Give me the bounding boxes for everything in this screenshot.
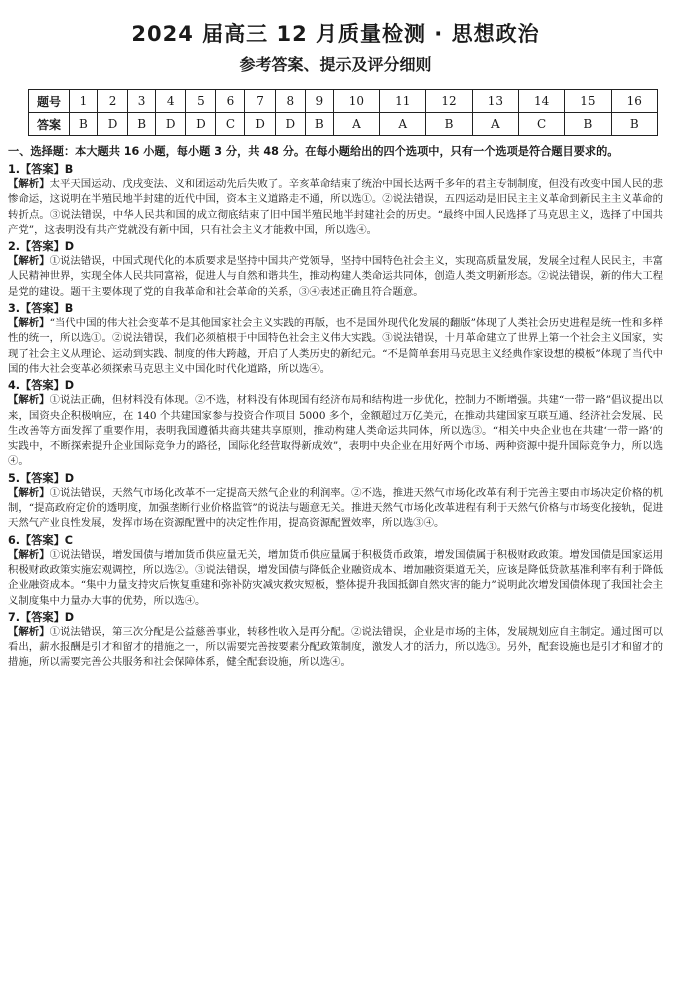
explanation-tag: 【解析】 bbox=[8, 548, 50, 561]
answer-cell: D bbox=[156, 113, 186, 136]
explanation-tag: 【解析】 bbox=[8, 255, 50, 268]
answer-cell: A bbox=[380, 113, 426, 136]
explanation-item bbox=[8, 162, 663, 238]
item-explanation bbox=[8, 548, 663, 609]
explanation-tag: 【解析】 bbox=[8, 178, 50, 190]
row-label-number: 题号 bbox=[29, 90, 70, 113]
answer-cell: D bbox=[245, 113, 275, 136]
question-number-cell: 2 bbox=[97, 90, 127, 113]
explanation-tag: 【解析】 bbox=[8, 625, 50, 638]
answer-cell: B bbox=[70, 113, 98, 136]
answer-cell: A bbox=[472, 113, 518, 136]
page-title: 2024 届高三 12 月质量检测 · 思想政治 bbox=[131, 22, 540, 46]
question-number-cell: 8 bbox=[275, 90, 305, 113]
answer-cell: D bbox=[275, 113, 305, 136]
explanation-item bbox=[8, 301, 663, 377]
item-answer-heading: 2.【答案】D bbox=[8, 240, 75, 254]
question-number-cell: 16 bbox=[611, 90, 657, 113]
answer-cell: B bbox=[611, 113, 657, 136]
answer-cell: B bbox=[565, 113, 611, 136]
page-subtitle: 参考答案、提示及评分细则 bbox=[239, 55, 432, 74]
question-number-row bbox=[29, 90, 658, 113]
explanation-text: ①说法正确，但材料没有体现。②不选，材料没有体现国有经济布局和结构进一步优化，控制力不断增强。共建“一带一路”倡议提出以来，国资央企积极响应，在 140 个共建国家参与投资合作项目 5000 多个，金额超过万亿美元，在推动共建国家互联互通、经济社会发展、民生改善等方面发挥了重要作用，表明我国遵循共商共建共享原则，推动构建人类命运共同体，所以选③。“相关中央企业也在共建‘一带一路’的实践中，不断探索提升企业国际竞争力的路径，国际化经营取得新成效”，表明中央企业在用好两个市场、两种资源中提升国际竞争力，所以选④。 bbox=[8, 394, 663, 468]
explanation-tag: 【解析】 bbox=[8, 486, 50, 499]
question-number-cell: 6 bbox=[216, 90, 245, 113]
question-number-cell: 7 bbox=[245, 90, 275, 113]
item-answer-heading: 6.【答案】C bbox=[8, 533, 73, 547]
item-explanation bbox=[8, 486, 663, 532]
answer-cell: C bbox=[216, 113, 245, 136]
explanation-text: ①说法错误，增发国债与增加货币供应量无关，增加货币供应量属于积极货币政策，增发国债属于积极财政政策。增发国债是国家运用积极财政政策实施宏观调控，所以选②。③说法错误，增发国债与降低企业融资成本、增加融资渠道无关，应该是降低贷款基准利率有利于降低企业融资成本。“集中力量支持灾后恢复重建和弥补防灾减灾救灾短板，整体提升我国抵御自然灾害的能力”说明此次增发国债体现了我国社会主义制度集中力量办大事的优势，所以选④。 bbox=[8, 548, 663, 607]
question-number-cell: 15 bbox=[565, 90, 611, 113]
explanation-item bbox=[8, 239, 663, 300]
item-explanation bbox=[8, 625, 663, 671]
question-number-cell: 1 bbox=[70, 90, 98, 113]
item-explanation bbox=[8, 254, 663, 300]
answer-cell: A bbox=[333, 113, 379, 136]
question-number-cell: 13 bbox=[472, 90, 518, 113]
explanation-text: “当代中国的伟大社会变革不是其他国家社会主义实践的再版，也不是国外现代化发展的翻版”体现了人类社会历史进程是统一性和多样性的统一，所以选①。②说法错误，我们必须植根于中国特色社会主义伟大实践。③说法错误，十月革命建立了世界上第一个社会主义国家，实现了社会主义从理论、运动到实践、制度的伟大跨越，开启了人类历史的新纪元。“不是简单套用马克思主义经典作家设想的模板”体现了当代中国的伟大社会变革必须探索马克思主义中国化时代化道路，所以选④。 bbox=[8, 317, 663, 375]
row-label-answer: 答案 bbox=[29, 113, 70, 136]
explanation-text: ①说法错误，第三次分配是公益慈善事业，转移性收入是再分配。②说法错误，企业是市场的主体，发展规划应自主制定。通过图可以看出，薪水报酬是引才和留才的措施之一，所以需要完善按要素分配政策制度，激发人才的活力，所以选③。另外，配套设施也是引才和留才的措施，所以需要完善公共服务和社会保障体系，健全配套设施，所以选④。 bbox=[8, 625, 663, 669]
question-number-cell: 11 bbox=[380, 90, 426, 113]
item-answer-heading: 1.【答案】B bbox=[8, 163, 74, 176]
question-number-cell: 5 bbox=[186, 90, 216, 113]
item-answer-heading: 5.【答案】D bbox=[8, 471, 75, 485]
item-answer-heading: 4.【答案】D bbox=[8, 379, 75, 393]
answer-cell: B bbox=[128, 113, 156, 136]
explanation-tag: 【解析】 bbox=[8, 394, 50, 407]
answer-cell: B bbox=[426, 113, 472, 136]
answer-cell: B bbox=[305, 113, 333, 136]
question-number-cell: 3 bbox=[128, 90, 156, 113]
explanation-tag: 【解析】 bbox=[8, 317, 50, 330]
explanation-item bbox=[8, 471, 663, 532]
explanation-text: 太平天国运动、戊戌变法、义和团运动先后失败了。辛亥革命结束了统治中国长达两千多年的君主专制制度，但没有改变中国人民的悲惨命运，这说明在半殖民地半封建的近代中国，资本主义道路走不通，所以选①。②说法错误，五四运动是旧民主主义革命到新民主主义革命的转折点。③说法错误，中华人民共和国的成立彻底结束了旧中国半殖民地半封建社会的历史。“最终中国人民选择了马克思主义，选择了中国共产党”，这表明没有共产党就没有新中国，只有社会主义才能救中国，所以选④。 bbox=[8, 178, 663, 236]
explanation-item bbox=[8, 610, 663, 671]
section-heading: 一、选择题：本大题共 16 小题，每小题 3 分，共 48 分。在每小题给出的四个选项中，只有一个选项是符合题目要求的。 bbox=[8, 145, 619, 158]
answer-cell: C bbox=[518, 113, 564, 136]
item-answer-heading: 3.【答案】B bbox=[8, 302, 74, 316]
answer-row bbox=[29, 113, 658, 136]
item-answer-heading: 7.【答案】D bbox=[8, 610, 75, 624]
explanation-text: ①说法错误，天然气市场化改革不一定提高天然气企业的利润率。②不选，推进天然气市场化改革有利于完善主要由市场决定价格的机制，“提高政府定价的透明度，加强垄断行业价格监管”的说法与题意无关。推进天然气市场化改革进程有利于天然气价格与市场变化接轨，促进天然气产业良性发展，发挥市场在资源配置中的决定性作用，提高资源配置效率，所以选③④。 bbox=[8, 486, 663, 530]
explanation-text: ①说法错误，中国式现代化的本质要求是坚持中国共产党领导，坚持中国特色社会主义，实现高质量发展，发展全过程人民民主，丰富人民精神世界，实现全体人民共同富裕，促进人与自然和谐共生，推动构建人类命运共同体，创造人类文明新形态。②说法错误，新的伟大工程是党的建设。题干主要体现了党的自我革命和社会革命的关系，③④表述正确且符合题意。 bbox=[8, 255, 663, 298]
answer-cell: D bbox=[97, 113, 127, 136]
item-explanation bbox=[8, 316, 663, 377]
question-number-cell: 4 bbox=[156, 90, 186, 113]
item-explanation bbox=[8, 393, 663, 469]
explanation-item bbox=[8, 378, 663, 469]
question-number-cell: 12 bbox=[426, 90, 472, 113]
answer-key-table bbox=[28, 89, 658, 136]
item-explanation bbox=[8, 177, 663, 238]
question-number-cell: 14 bbox=[518, 90, 564, 113]
question-number-cell: 9 bbox=[305, 90, 333, 113]
question-number-cell: 10 bbox=[333, 90, 379, 113]
explanation-list bbox=[8, 162, 663, 671]
answer-cell: D bbox=[186, 113, 216, 136]
explanation-item bbox=[8, 533, 663, 609]
